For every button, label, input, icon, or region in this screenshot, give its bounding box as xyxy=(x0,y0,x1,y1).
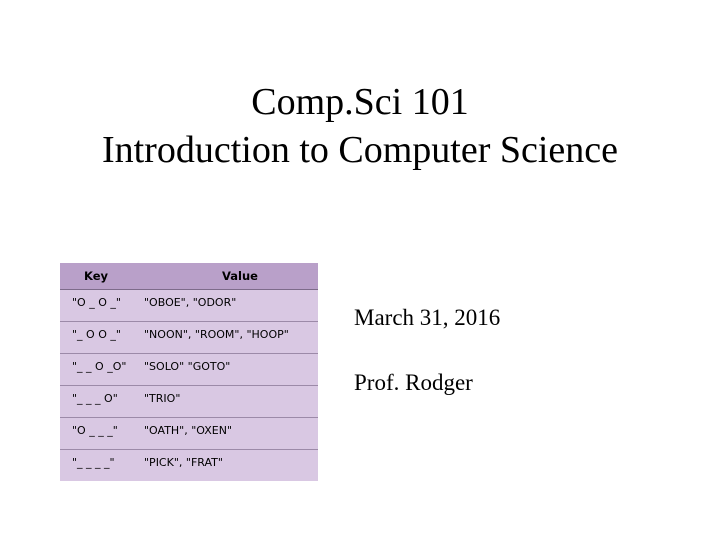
lecture-date: March 31, 2016 xyxy=(354,305,501,330)
value-cell: "NOON", "ROOM", "HOOP" xyxy=(132,322,318,354)
key-cell: "_ O O _" xyxy=(60,322,132,354)
value-cell: "PICK", "FRAT" xyxy=(132,450,318,481)
key-cell: "_ _ _ _" xyxy=(60,450,132,481)
key-cell: "_ _ O _O" xyxy=(60,354,132,386)
instructor-name: Prof. Rodger xyxy=(354,370,473,395)
value-cell: "SOLO" "GOTO" xyxy=(132,354,318,386)
table-row xyxy=(60,354,318,386)
title-line-2: Introduction to Computer Science xyxy=(101,129,619,171)
key-cell: "O _ O _" xyxy=(60,290,132,322)
key-cell: "_ _ _ O" xyxy=(60,386,132,418)
table-row xyxy=(60,290,318,322)
table-row xyxy=(60,418,318,450)
key-value-table-grid xyxy=(60,263,318,481)
value-cell: "OBOE", "ODOR" xyxy=(132,290,318,322)
table-row xyxy=(60,322,318,354)
key-column-header: Key xyxy=(60,263,132,290)
value-cell: "TRIO" xyxy=(132,386,318,418)
table-row xyxy=(60,386,318,418)
key-cell: "O _ _ _" xyxy=(60,418,132,450)
table-row xyxy=(60,450,318,481)
value-column-header: Value xyxy=(132,263,318,290)
table-header-row xyxy=(60,263,318,290)
key-value-table xyxy=(60,263,318,481)
title-line-1: Comp.Sci 101 xyxy=(251,81,469,123)
value-cell: "OATH", "OXEN" xyxy=(132,418,318,450)
slide-title xyxy=(0,78,720,174)
